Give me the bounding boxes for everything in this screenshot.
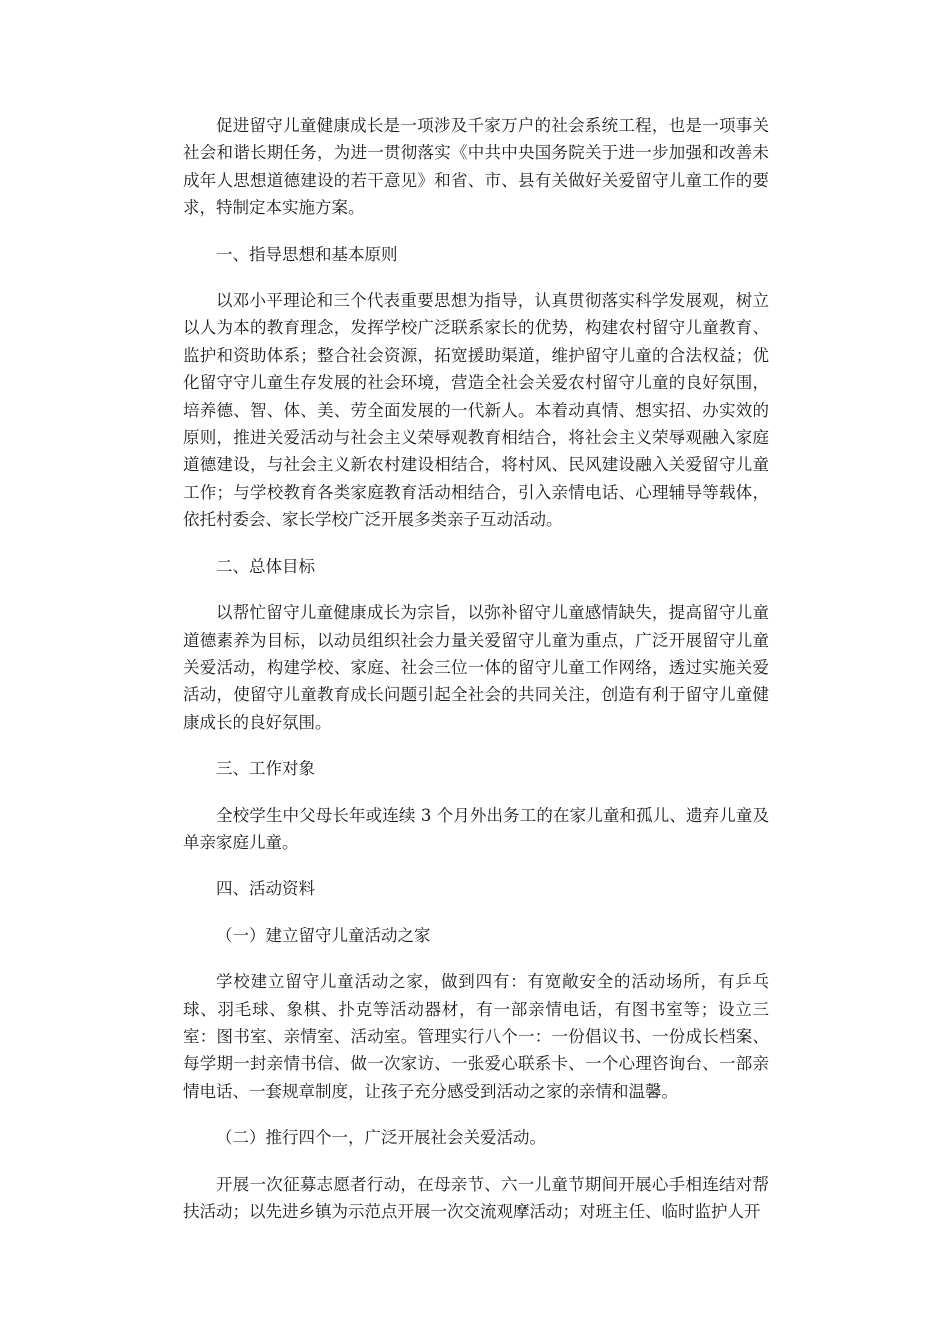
intro-paragraph: 促进留守儿童健康成长是一项涉及千家万户的社会系统工程，也是一项事关社会和谐长期任务，为进一贯彻落实《中共中央国务院关于进一步加强和改善未成年人思想道德建设的若干意见》和省、市、县有关做好关爱留守儿童工作的要求，特制定本实施方案。 — [183, 116, 769, 218]
subsection-heading-four-ones: （二）推行四个一，广泛开展社会关爱活动。 — [216, 1128, 546, 1148]
activity-home-paragraph: 学校建立留守儿童活动之家，做到四有：有宽敞安全的活动场所，有乒乓球、羽毛球、象棋、扑克等活动器材，有一部亲情电话，有图书室等；设立三室：图书室、亲情室、活动室。管理实行八个一：一份倡议书、一份成长档案、每学期一封亲情书信、做一次家访、一张爱心联系卡、一个心理咨询台、一部亲情电话、一套规章制度，让孩子充分感受到活动之家的亲情和温馨。 — [183, 972, 769, 1101]
guiding-principles-paragraph: 以邓小平理论和三个代表重要思想为指导，认真贯彻落实科学发展观，树立以人为本的教育理念，发挥学校广泛联系家长的优势，构建农村留守儿童教育、监护和资助体系；整合社会资源，拓宽援助渠道，维护留守儿童的合法权益；优化留守守儿童生存发展的社会环境，营造全社会关爱农村留守儿童的良好氛围，培养德、智、体、美、劳全面发展的一代新人。本着动真情、想实招、办实效的原则，推进关爱活动与社会主义荣辱观教育相结合，将社会主义荣辱观融入家庭道德建设，与社会主义新农村建设相结合，将村风、民风建设融入关爱留守儿童工作；与学校教育各类家庭教育活动相结合，引入亲情电话、心理辅导等载体，依托村委会、家长学校广泛开展多类亲子互动活动。 — [183, 291, 769, 530]
section-heading-overall-goal: 二、总体目标 — [216, 556, 315, 576]
work-targets-paragraph: 全校学生中父母长年或连续 3 个月外出务工的在家儿童和孤儿、遗弃儿童及单亲家庭儿童。 — [183, 805, 769, 852]
section-heading-work-targets: 三、工作对象 — [216, 759, 315, 779]
four-ones-paragraph: 开展一次征募志愿者行动，在母亲节、六一儿童节期间开展心手相连结对帮扶活动；以先进乡镇为示范点开展一次交流观摩活动；对班主任、临时监护人开 — [183, 1174, 769, 1221]
section-heading-activity-materials: 四、活动资料 — [216, 879, 315, 899]
subsection-heading-activity-home: （一）建立留守儿童活动之家 — [216, 925, 431, 945]
section-heading-guiding-principles: 一、指导思想和基本原则 — [216, 244, 398, 264]
document-body — [183, 112, 769, 1244]
overall-goal-paragraph: 以帮忙留守儿童健康成长为宗旨，以弥补留守儿童感情缺失，提高留守儿童道德素养为目标，以动员组织社会力量关爱留守儿童为重点，广泛开展留守儿童关爱活动，构建学校、家庭、社会三位一体的留守儿童工作网络，透过实施关爱活动，使留守儿童教育成长问题引起全社会的共同关注，创造有利于留守儿童健康成长的良好氛围。 — [183, 603, 769, 732]
